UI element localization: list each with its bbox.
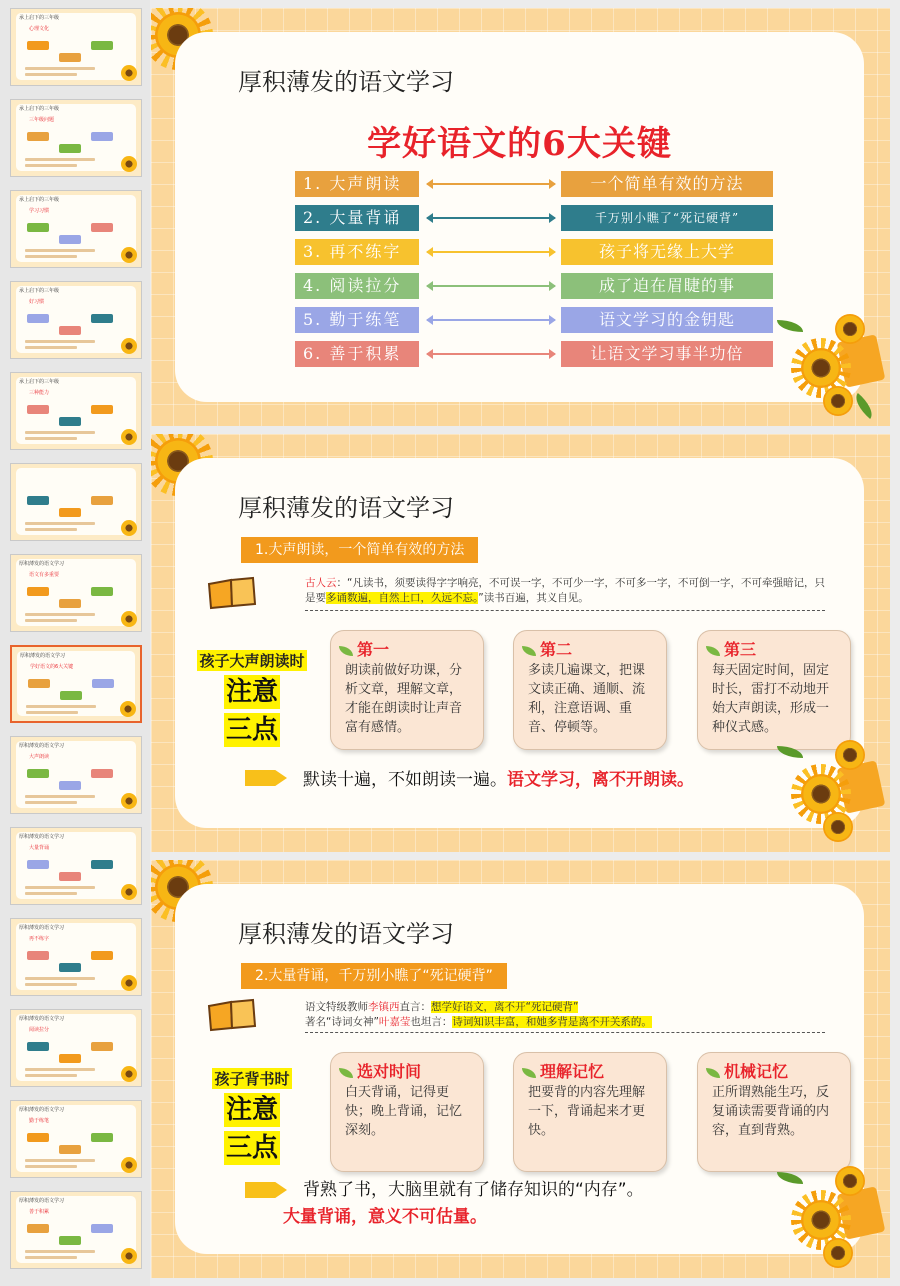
six-keys-heading: 学好语文的6大关键 xyxy=(367,124,672,164)
sunflower-icon xyxy=(121,975,137,991)
thumbnail-title: 厚积薄发的语文学习 xyxy=(20,653,66,659)
thumbnail-block xyxy=(91,1133,113,1142)
tip-heading xyxy=(706,1059,788,1082)
double-arrow-icon xyxy=(427,319,555,321)
slide-title: 厚积薄发的语文学习 xyxy=(238,494,454,522)
thumbnail-text-line xyxy=(25,795,95,798)
key-label: 3. 再不练字 xyxy=(295,239,419,265)
thumbnail-text-line xyxy=(25,340,95,343)
quote1-text-a: 语文特级教师 xyxy=(305,1001,368,1013)
sunflower-icon xyxy=(801,774,841,814)
tip-card xyxy=(697,1052,851,1172)
thumbnail-badge: 大量背诵 xyxy=(29,845,50,851)
sunflower-icon xyxy=(121,1157,137,1173)
sunflower-icon xyxy=(121,520,137,536)
tip-heading-text: 第二 xyxy=(540,640,573,659)
key-description: 语文学习的金钥匙 xyxy=(561,307,773,333)
quote-text-a: ：“凡读书，须要读得字字响亮，不可误一字，不可少一字，不可多一字，不可倒一字，不可牵强暗记，只是要 xyxy=(305,577,825,604)
thumbnail-block xyxy=(59,235,81,244)
slide-thumbnail[interactable] xyxy=(10,463,142,541)
sunflower-icon xyxy=(121,1248,137,1264)
thumbnail-block xyxy=(27,223,49,232)
tip-card xyxy=(513,1052,667,1172)
thumbnail-title: 厚积薄发的语文学习 xyxy=(19,1198,65,1204)
thumbnail-block xyxy=(91,587,113,596)
key-description: 孩子将无缘上大学 xyxy=(561,239,773,265)
slide-thumbnail[interactable] xyxy=(10,190,142,268)
thumbnail-badge: 好习惯 xyxy=(29,299,45,305)
thumbnail-badge: 善于积累 xyxy=(29,1209,50,1215)
slide-card xyxy=(175,32,864,402)
attention-subject: 孩子背书时 xyxy=(214,1070,290,1088)
tip-body: 正所谓熟能生巧，反复诵读需要背诵的内容，直到背熟。 xyxy=(712,1085,830,1138)
thumbnail-badge: 语文有多重要 xyxy=(29,572,60,578)
thumbnail-text-line xyxy=(25,346,77,349)
attention-label xyxy=(197,650,307,747)
sunflower-icon xyxy=(120,701,136,717)
dotted-divider xyxy=(305,1032,825,1033)
thumbnail-block xyxy=(59,1054,81,1063)
slide-thumbnail[interactable] xyxy=(10,99,142,177)
thumbnail-block xyxy=(92,679,114,688)
thumbnail-title: 承上启下的三年级 xyxy=(19,15,60,21)
key-label: 4. 阅读拉分 xyxy=(295,273,419,299)
double-arrow-icon xyxy=(427,251,555,253)
conclusion xyxy=(303,765,694,790)
thumbnail-block xyxy=(91,41,113,50)
sunflower-icon xyxy=(801,348,841,388)
pointer-arrow-icon xyxy=(245,770,287,786)
quote-text-b: ”读书百遍，其义自见。 xyxy=(478,592,589,604)
dotted-divider xyxy=(305,610,825,611)
sunflower-icon xyxy=(121,247,137,263)
key-row xyxy=(295,239,755,265)
attention-subject: 孩子大声朗读时 xyxy=(199,652,305,670)
key-row xyxy=(295,273,755,299)
thumbnail-block xyxy=(27,405,49,414)
slide-title: 厚积薄发的语文学习 xyxy=(238,68,454,96)
slide-card xyxy=(175,884,864,1254)
thumbnail-block xyxy=(27,769,49,778)
tip-body: 把要背的内容先理解一下，背诵起来才更快。 xyxy=(528,1085,646,1138)
thumbnail-block xyxy=(27,1042,49,1051)
thumbnail-text-line xyxy=(25,522,95,525)
tip-heading-text: 第三 xyxy=(724,640,757,659)
tip-heading-text: 第一 xyxy=(357,640,390,659)
thumbnail-block xyxy=(59,963,81,972)
thumbnail-text-line xyxy=(25,73,77,76)
attention-word: 注意 xyxy=(225,677,278,707)
pointer-arrow-icon xyxy=(245,1182,287,1198)
key-label: 5. 勤于练笔 xyxy=(295,307,419,333)
thumbnail-title: 厚积薄发的语文学习 xyxy=(19,1016,65,1022)
key-label: 1. 大声朗读 xyxy=(295,171,419,197)
tip-body: 朗读前做好功课，分析文章，理解文章，才能在朗读时让声音富有感情。 xyxy=(345,663,463,735)
thumbnail-block xyxy=(27,1224,49,1233)
conclusion-text: 背熟了书，大脑里就有了储存知识的“内存”。 xyxy=(303,1180,644,1200)
thumbnail-text-line xyxy=(25,164,77,167)
thumbnail-block xyxy=(91,223,113,232)
sunflower-icon xyxy=(801,1200,841,1240)
quote1-highlight: 想学好语文，离不开“死记硬背” xyxy=(431,1001,579,1013)
tip-heading-text: 机械记忆 xyxy=(724,1062,789,1081)
tip-body: 每天固定时间，固定时长，雷打不动地开始大声朗读，形成一种仪式感。 xyxy=(712,663,830,735)
slide-thumbnail[interactable] xyxy=(10,8,142,86)
thumbnail-block xyxy=(27,1133,49,1142)
thumbnail-block xyxy=(59,1236,81,1245)
thumbnail-text-line xyxy=(25,1250,95,1253)
slide-thumbnail[interactable] xyxy=(10,918,142,996)
sprout-icon xyxy=(522,1068,536,1078)
thumbnail-title: 厚积薄发的语文学习 xyxy=(19,834,65,840)
thumbnail-badge: 心理文化 xyxy=(29,26,50,32)
thumbnail-badge: 三种能力 xyxy=(29,390,50,396)
thumbnail-badge: 学好语文的6大关键 xyxy=(30,664,74,670)
thumbnail-text-line xyxy=(25,977,95,980)
sunflower-icon xyxy=(823,1238,853,1268)
thumbnail-block xyxy=(59,417,81,426)
sunflower-icon xyxy=(121,793,137,809)
tip-heading xyxy=(706,637,756,660)
tip-body: 白天背诵，记得更快；晚上背诵，记忆深刻。 xyxy=(345,1085,463,1138)
thumbnail-text-line xyxy=(26,711,78,714)
thumbnail-block xyxy=(91,1042,113,1051)
thumbnail-block xyxy=(59,326,81,335)
thumbnail-block xyxy=(27,132,49,141)
sunflower-icon xyxy=(121,611,137,627)
tip-body: 多读几遍课文，把课文读正确、通顺、流利，注意语调、重音、停顿等。 xyxy=(528,663,646,735)
sunflower-icon xyxy=(121,65,137,81)
quote2-text-b: 也坦言： xyxy=(410,1016,453,1028)
ancient-quote xyxy=(305,576,825,606)
sunflower-icon xyxy=(121,156,137,172)
thumbnail-title: 承上启下的三年级 xyxy=(19,106,60,112)
thumbnail-title: 承上启下的三年级 xyxy=(19,197,60,203)
sprout-icon xyxy=(339,1068,353,1078)
key-description: 一个简单有效的方法 xyxy=(561,171,773,197)
thumbnail-block xyxy=(91,769,113,778)
conclusion-emphasis: 语文学习，离不开朗读。 xyxy=(507,770,694,790)
attention-word: 注意 xyxy=(225,1095,278,1125)
open-book-icon xyxy=(207,998,257,1032)
key-row xyxy=(295,341,755,367)
sprout-icon xyxy=(339,646,353,656)
thumbnail-block xyxy=(27,860,49,869)
thumbnail-block xyxy=(27,587,49,596)
tip-card xyxy=(513,630,667,750)
thumbnail-block xyxy=(59,1145,81,1154)
thumbnail-text-line xyxy=(26,705,96,708)
thumbnail-title: 承上启下的三年级 xyxy=(19,288,60,294)
quote-highlight: 多诵数遍，自然上口，久远不忘。 xyxy=(326,592,479,604)
tip-card xyxy=(697,630,851,750)
tip-card xyxy=(330,1052,484,1172)
thumbnail-text-line xyxy=(25,801,77,804)
thumbnail-title: 厚积薄发的语文学习 xyxy=(19,925,65,931)
key-label: 2. 大量背诵 xyxy=(295,205,419,231)
section-band: 2.大量背诵，千万别小瞧了“死记硬背” xyxy=(241,963,507,989)
thumbnail-text-line xyxy=(25,249,95,252)
thumbnail-text-line xyxy=(25,1074,77,1077)
thumbnail-badge: 再不练字 xyxy=(29,936,50,942)
tip-heading xyxy=(522,637,572,660)
thumbnail-block xyxy=(91,405,113,414)
thumbnail-block xyxy=(27,314,49,323)
quote-speaker: 古人云 xyxy=(305,577,337,589)
thumbnail-title: 承上启下的三年级 xyxy=(19,379,60,385)
thumbnail-block xyxy=(59,508,81,517)
thumbnail-block xyxy=(59,53,81,62)
quote1-name: 李镇西 xyxy=(368,1001,400,1013)
tip-heading xyxy=(339,637,389,660)
open-book-icon xyxy=(207,576,257,610)
teacher-quotes xyxy=(305,1000,825,1030)
thumbnail-text-line xyxy=(25,892,77,895)
thumbnail-text-line xyxy=(25,255,77,258)
slide-thumbnail[interactable] xyxy=(10,372,142,450)
sunflower-icon xyxy=(823,386,853,416)
thumbnail-block xyxy=(91,860,113,869)
slide-read-aloud[interactable] xyxy=(151,434,890,852)
double-arrow-icon xyxy=(427,285,555,287)
double-arrow-icon xyxy=(427,217,555,219)
slide-thumbnail[interactable] xyxy=(10,1100,142,1178)
thumbnail-text-line xyxy=(25,1256,77,1259)
thumbnail-block xyxy=(91,1224,113,1233)
thumbnail-text-line xyxy=(25,158,95,161)
thumbnail-block xyxy=(59,144,81,153)
slide-thumbnail[interactable] xyxy=(10,1009,142,1087)
thumbnail-badge: 勤于练笔 xyxy=(29,1118,50,1124)
sprout-icon xyxy=(522,646,536,656)
thumbnail-block xyxy=(91,314,113,323)
leaf-decoration xyxy=(850,393,878,419)
sunflower-icon xyxy=(835,1166,865,1196)
thumbnail-text-line xyxy=(25,983,77,986)
slide-recitation[interactable] xyxy=(151,860,890,1278)
thumbnail-text-line xyxy=(25,1165,77,1168)
slide-thumbnail[interactable] xyxy=(10,1191,142,1269)
thumbnail-text-line xyxy=(25,528,77,531)
quote1-text-b: 直言： xyxy=(399,1001,431,1013)
conclusion-text: 默读十遍，不如朗读一遍。 xyxy=(303,770,507,790)
thumbnail-text-line xyxy=(25,437,77,440)
slide-thumbnail[interactable] xyxy=(10,645,142,723)
thumbnail-text-line xyxy=(25,1159,95,1162)
thumbnail-block xyxy=(27,496,49,505)
conclusion xyxy=(283,1177,644,1231)
double-arrow-icon xyxy=(427,183,555,185)
sunflower-icon xyxy=(835,314,865,344)
slide-card xyxy=(175,458,864,828)
thumbnail-text-line xyxy=(25,886,95,889)
tip-heading-text: 选对时间 xyxy=(357,1062,422,1081)
quote2-highlight: 诗词知识丰富，和她多背是离不开关系的。 xyxy=(452,1016,652,1028)
quote2-name: 叶嘉莹 xyxy=(378,1016,411,1028)
thumbnail-badge: 大声朗读 xyxy=(29,754,50,760)
sprout-icon xyxy=(706,1068,720,1078)
key-description: 千万别小瞧了“死记硬背” xyxy=(561,205,773,231)
attention-count: 三点 xyxy=(225,1133,278,1163)
thumbnail-text-line xyxy=(25,431,95,434)
sunflower-icon xyxy=(835,740,865,770)
thumbnail-text-line xyxy=(25,1068,95,1071)
thumbnail-block xyxy=(91,951,113,960)
sunflower-icon xyxy=(121,884,137,900)
thumbnail-text-line xyxy=(25,613,95,616)
sunflower-icon xyxy=(121,338,137,354)
slide-title: 厚积薄发的语文学习 xyxy=(238,920,454,948)
key-row xyxy=(295,307,755,333)
slide-thumbnail[interactable] xyxy=(10,554,142,632)
sunflower-icon xyxy=(121,1066,137,1082)
tip-heading xyxy=(522,1059,604,1082)
slide-thumbnail[interactable] xyxy=(10,736,142,814)
section-band: 1.大声朗读，一个简单有效的方法 xyxy=(241,537,478,563)
thumbnail-text-line xyxy=(25,619,77,622)
slide-thumbnail-panel xyxy=(0,0,150,1286)
thumbnail-badge: 阅读拉分 xyxy=(29,1027,50,1033)
quote2-text-a: 著名“诗词女神” xyxy=(305,1016,379,1028)
slide-thumbnail[interactable] xyxy=(10,281,142,359)
key-description: 成了迫在眉睫的事 xyxy=(561,273,773,299)
thumbnail-badge: 学习习惯 xyxy=(29,208,50,214)
double-arrow-icon xyxy=(427,353,555,355)
thumbnail-title: 厚积薄发的语文学习 xyxy=(19,1107,65,1113)
thumbnail-text-line xyxy=(25,67,95,70)
thumbnail-block xyxy=(28,679,50,688)
thumbnail-block xyxy=(60,691,82,700)
tip-card xyxy=(330,630,484,750)
thumbnail-badge: 三年级问题 xyxy=(29,117,55,123)
sunflower-icon xyxy=(121,429,137,445)
thumbnail-block xyxy=(59,599,81,608)
tip-heading-text: 理解记忆 xyxy=(540,1062,605,1081)
slide-thumbnail[interactable] xyxy=(10,827,142,905)
key-row xyxy=(295,171,755,197)
key-row xyxy=(295,205,755,231)
thumbnail-block xyxy=(91,132,113,141)
thumbnail-block xyxy=(27,951,49,960)
thumbnail-block xyxy=(91,496,113,505)
thumbnail-title: 厚积薄发的语文学习 xyxy=(19,561,65,567)
key-label: 6. 善于积累 xyxy=(295,341,419,367)
slide-six-keys[interactable] xyxy=(151,8,890,426)
attention-label xyxy=(197,1068,307,1165)
thumbnail-block xyxy=(59,781,81,790)
thumbnail-block xyxy=(27,41,49,50)
attention-count: 三点 xyxy=(225,715,278,745)
sprout-icon xyxy=(706,646,720,656)
key-description: 让语文学习事半功倍 xyxy=(561,341,773,367)
thumbnail-title: 厚积薄发的语文学习 xyxy=(19,743,65,749)
tip-heading xyxy=(339,1059,421,1082)
thumbnail-block xyxy=(59,872,81,881)
sunflower-icon xyxy=(823,812,853,842)
conclusion-emphasis: 大量背诵，意义不可估量。 xyxy=(283,1207,487,1227)
